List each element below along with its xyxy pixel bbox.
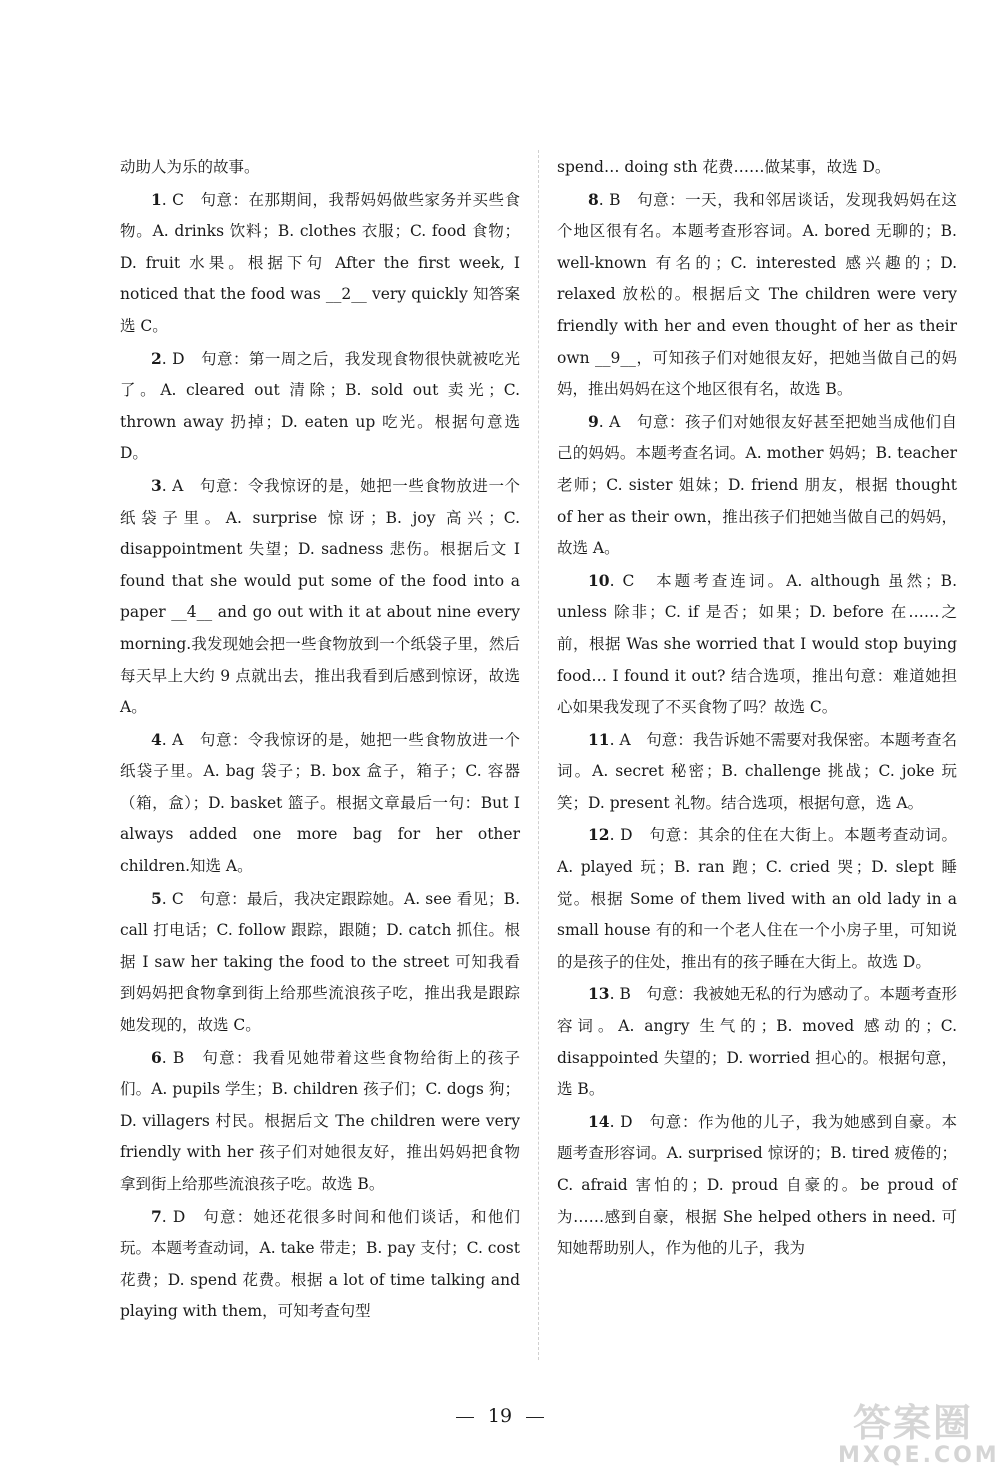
answer-text: . B 句意：一天，我和邻居谈话，发现我妈妈在这个地区很有名。本题考查形容词。A. bored 无聊的；B. well-known 有名的；C. interested 感兴趣的；D. relaxed 放松的。根据后文 The children were very friendly with her and even thought of her as their own __9__，可知孩子们对她很友好，把她当做自己的妈妈，推出妈妈在这个地区很有名，故选 B。 bbox=[557, 190, 957, 399]
question-number: 7 bbox=[151, 1206, 162, 1226]
question-number: 6 bbox=[151, 1047, 162, 1067]
answer-paragraph: 动助人为乐的故事。 bbox=[120, 158, 260, 176]
answer-item-14 bbox=[557, 1106, 957, 1265]
answer-item-8 bbox=[557, 184, 957, 406]
answer-text: . D 句意：其余的住在大街上。本题考查动词。A. played 玩；B. ran 跑；C. cried 哭；D. slept 睡觉。根据 Some of them lived with an old lady in a small house 有的和一个老人住在一个小房子里，可知说的是孩子的住处，推出有的孩子睡在大街上。故选 D。 bbox=[557, 826, 957, 971]
question-number: 14 bbox=[588, 1111, 610, 1131]
watermark-logo bbox=[838, 1401, 1000, 1473]
dash-left bbox=[456, 1417, 474, 1418]
answer-paragraph: spend… doing sth 花费……做某事，故选 D。 bbox=[557, 158, 891, 176]
question-number: 5 bbox=[151, 888, 162, 908]
answer-item-10 bbox=[557, 565, 957, 724]
answer-item-12 bbox=[557, 819, 957, 978]
answer-item-13 bbox=[557, 978, 957, 1105]
question-number: 1 bbox=[151, 189, 162, 209]
answer-text: . D 句意：作为他的儿子，我为她感到自豪。本题考查形容词。A. surprised 惊讶的；B. tired 疲倦的；C. afraid 害怕的；D. proud 自豪的。be proud of 为……感到自豪，根据 She helped others in need. 可知她帮助别人，作为他的儿子，我为 bbox=[557, 1112, 957, 1258]
answer-text: . B 句意：我看见她带着这些食物给街上的孩子们。A. pupils 学生；B. children 孩子们；C. dogs 狗；D. villagers 村民。根据后文 The children were very friendly with her 孩子们对她很友好，推出妈妈把食物拿到街上给那些流浪孩子吃。故选 B。 bbox=[120, 1048, 520, 1193]
answer-item-3 bbox=[120, 470, 520, 724]
answer-item-5 bbox=[120, 883, 520, 1042]
answer-text: . A 句意：令我惊讶的是，她把一些食物放进一个纸袋子里。A. surprise 惊讶；B. joy 高兴；C. disappointment 失望；D. sadness 悲伤。根据后文 I found that she would put some of the food into a paper __4__ and go out with it at about nine every morning.我发现她会把一些食物放到一个纸袋子里，然后每天早上大约 9 点就出去，推出我看到后感到惊讶，故选 A。 bbox=[120, 476, 520, 717]
answer-text: . A 句意：令我惊讶的是，她把一些食物放进一个纸袋子里。A. bag 袋子；B. box 盒子，箱子；C. 容器（箱，盒）；D. basket 篮子。根据文章最后一句：But I always added one more bag for her other children.知选 A。 bbox=[120, 730, 520, 876]
question-number: 10 bbox=[588, 570, 610, 590]
answer-item-11 bbox=[557, 724, 957, 820]
answer-text: . C 本题考查连词。A. although 虽然；B. unless 除非；C. if 是否；如果；D. before 在……之前，根据 Was she worried that I would stop buying food… I found it out? 结合选项，推出句意：难道她担心如果我发现了不买食物了吗？故选 C。 bbox=[557, 571, 957, 717]
left-column bbox=[120, 152, 520, 1328]
right-column bbox=[557, 152, 957, 1265]
question-number: 13 bbox=[588, 984, 610, 1004]
question-number: 11 bbox=[588, 729, 610, 749]
answer-text: . A 句意：孩子们对她很友好甚至把她当成他们自己的妈妈。本题考查名词。A. mother 妈妈；B. teacher 老师；C. sister 姐妹；D. friend 朋友，根据 thought of her as their own，推出孩子们把她当做自己的妈妈，故选 A。 bbox=[557, 412, 957, 558]
answer-text: . B 句意：我被她无私的行为感动了。本题考查形容词。A. angry 生气的；B. moved 感动的；C. disappointed 失望的；D. worried 担心的。根据句意，选 B。 bbox=[557, 985, 957, 1099]
question-number: 2 bbox=[151, 348, 162, 368]
question-number: 3 bbox=[151, 475, 162, 495]
answer-item-6 bbox=[120, 1042, 520, 1201]
question-number: 9 bbox=[588, 411, 599, 431]
answer-item-9 bbox=[557, 406, 957, 565]
answer-text: . D 句意：她还花很多时间和他们谈话，和他们玩。本题考查动词，A. take 带走；B. pay 支付；C. cost 花费；D. spend 花费。根据 a lot of time talking and playing with them，可知考查句型 bbox=[120, 1207, 520, 1321]
answer-item-1 bbox=[120, 184, 520, 343]
answer-text: . C 句意：最后，我决定跟踪她。A. see 看见；B. call 打电话；C. follow 跟踪，跟随；D. catch 抓住。根据 I saw her taking the food to the street 可知我看到妈妈把食物拿到街上给那些流浪孩子吃，推出我是跟踪她发现的，故选 C。 bbox=[120, 889, 520, 1035]
column-divider bbox=[538, 150, 539, 1360]
answer-text: . A 句意：我告诉她不需要对我保密。本题考查名词。A. secret 秘密；B. challenge 挑战；C. joke 玩笑；D. present 礼物。结合选项，根据句意，选 A。 bbox=[557, 730, 957, 812]
watermark-top: 答案圈 bbox=[852, 1401, 973, 1445]
answer-text: . D 句意：第一周之后，我发现食物很快就被吃光了。A. cleared out 清除；B. sold out 卖光；C. thrown away 扔掉；D. eaten up 吃光。根据句意选 D。 bbox=[120, 349, 520, 463]
question-number: 12 bbox=[588, 825, 610, 845]
answer-item-4 bbox=[120, 724, 520, 883]
page-number-text: 19 bbox=[487, 1405, 513, 1427]
dash-right bbox=[526, 1417, 544, 1418]
answer-item-7 bbox=[120, 1201, 520, 1328]
watermark-bottom: MXQE.COM bbox=[838, 1443, 1000, 1468]
answer-item-2 bbox=[120, 343, 520, 470]
question-number: 4 bbox=[151, 729, 162, 749]
answer-text: . C 句意：在那期间，我帮妈妈做些家务并买些食物。A. drinks 饮料；B. clothes 衣服；C. food 食物；D. fruit 水果。根据下句 After the first week, I noticed that the food was __2__ very quickly 知答案选 C。 bbox=[120, 190, 520, 335]
question-number: 8 bbox=[588, 189, 599, 209]
